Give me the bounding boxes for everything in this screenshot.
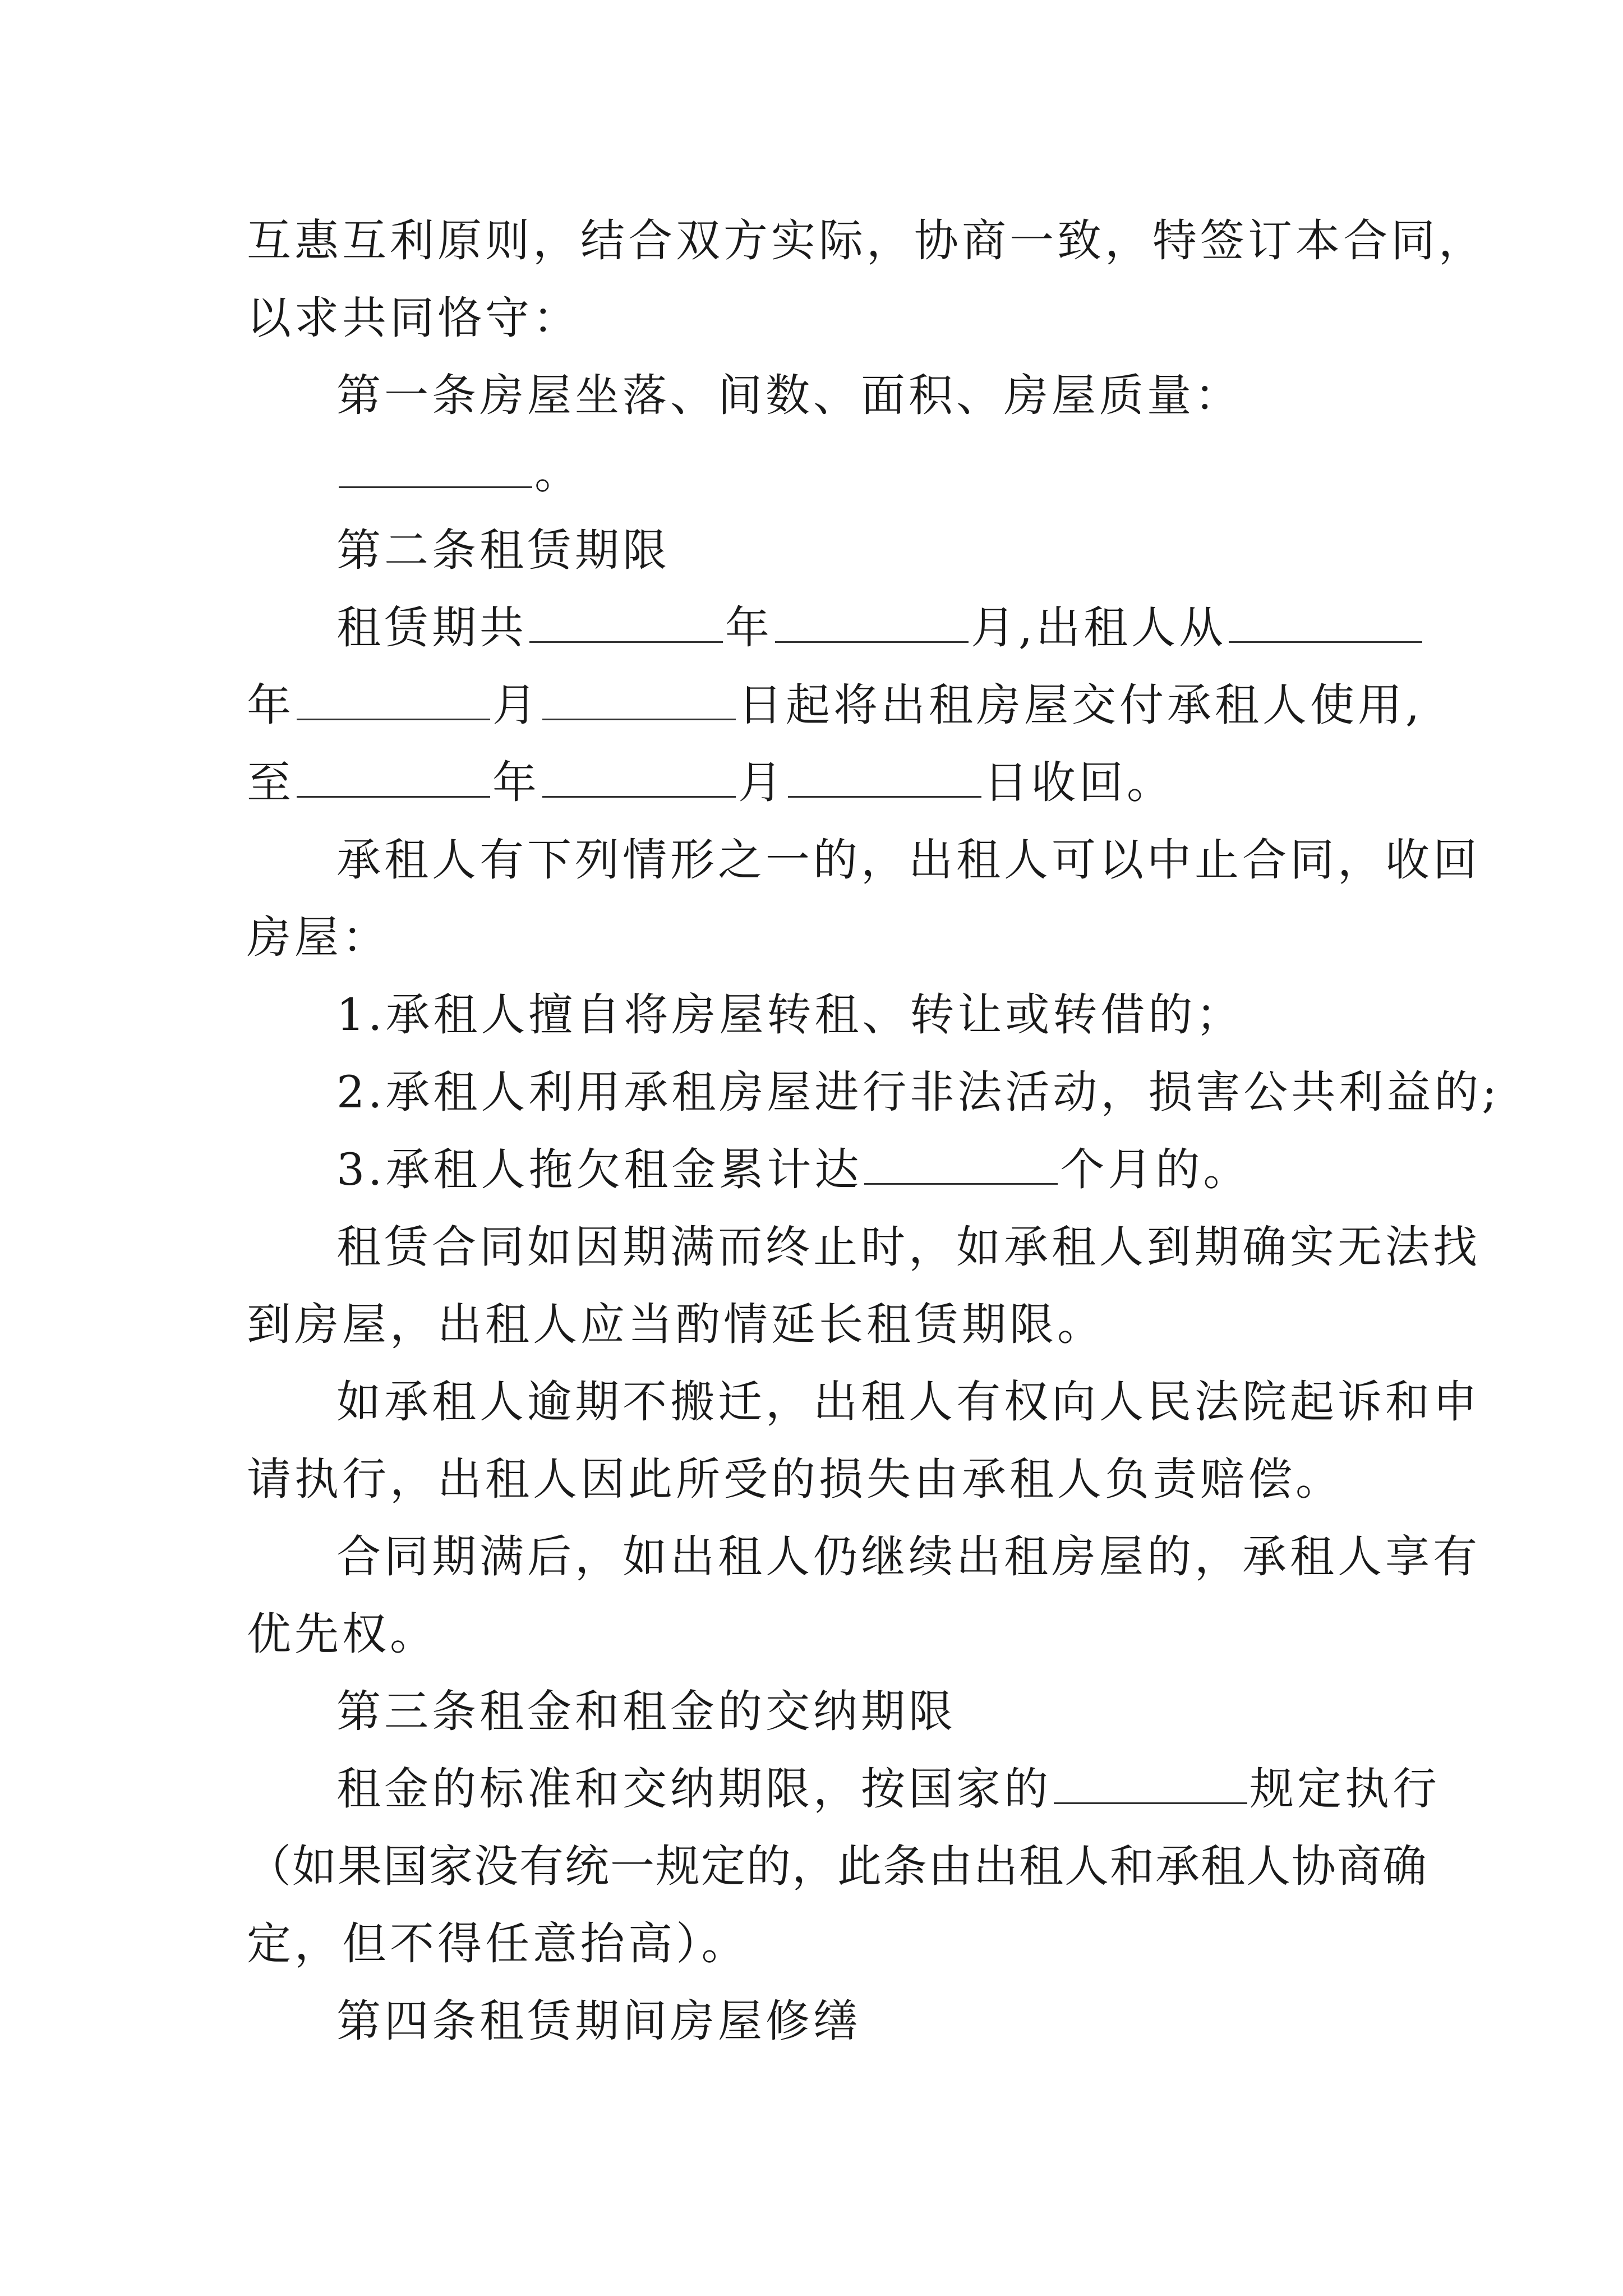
text-fragment: 3.承租人拖欠租金累计达 (336, 1144, 863, 1195)
fill-in-blank (297, 679, 490, 720)
text-line (247, 666, 1423, 744)
fill-in-blank (1229, 602, 1422, 643)
text-line: 定，但不得任意抬高）。 (247, 1918, 749, 1970)
text-line (247, 589, 1385, 666)
fill-in-blank (529, 602, 723, 643)
text-line: 房屋： (247, 912, 390, 963)
list-item (247, 1131, 1385, 1208)
text-fragment: 租金的标准和交纳期限，按国家的 (336, 1763, 1052, 1815)
clause-heading: 第一条房屋坐落、间数、面积、房屋质量： (336, 370, 1242, 421)
text-line: 互惠互利原则，结合双方实际，协商一致，特签订本合同， (247, 215, 1486, 266)
text-fragment: 年 (247, 679, 294, 731)
document-body (247, 202, 1500, 2060)
fill-in-blank (788, 757, 981, 798)
fill-in-blank (864, 1144, 1058, 1185)
text-fragment: 租赁期共 (336, 602, 527, 654)
list-item: 2.承租人利用承租房屋进行非法活动，损害公共利益的; (336, 1066, 1500, 1118)
text-line: 以求共同恪守： (247, 292, 580, 344)
fill-in-blank (542, 757, 736, 798)
text-line: （如果国家没有统一规定的，此条由出租人和承租人协商确 (247, 1841, 1428, 1892)
text-line: 到房屋，出租人应当酌情延长租赁期限。 (247, 1299, 1105, 1350)
text-fragment: 日起将出租房屋交付承租人使用, (738, 679, 1423, 731)
clause-heading: 第四条租赁期间房屋修缮 (336, 1995, 861, 2047)
fill-in-blank (1054, 1763, 1247, 1804)
fill-in-blank (775, 602, 969, 643)
fill-in-blank (297, 757, 490, 798)
text-line: 合同期满后，如出租人仍继续出租房屋的，承租人享有 (336, 1531, 1481, 1582)
text-fragment: 月 (738, 757, 786, 808)
clause-heading: 第二条租赁期限 (336, 524, 670, 576)
text-line: 租赁合同如因期满而终止时，如承租人到期确实无法找 (336, 1221, 1481, 1273)
text-fragment: 年 (725, 602, 773, 654)
text-line: 请执行，出租人因此所受的损失由承租人负责赔偿。 (247, 1453, 1343, 1505)
text-line (247, 434, 1385, 512)
text-fragment: 年 (492, 757, 540, 808)
text-line: 优先权。 (247, 1608, 437, 1660)
text-fragment: 月,出租人从 (971, 602, 1227, 654)
text-line: 承租人有下列情形之一的，出租人可以中止合同，收回 (336, 834, 1481, 886)
text-fragment: 规定执行 (1249, 1763, 1440, 1815)
text-fragment: 月 (492, 679, 540, 731)
text-fragment: 个月的。 (1060, 1144, 1251, 1195)
text-fragment: 。 (534, 447, 582, 499)
fill-in-blank (339, 447, 532, 488)
text-fragment: 日收回。 (984, 757, 1174, 808)
text-line (247, 1750, 1440, 1828)
text-line: 如承租人逾期不搬迁，出租人有权向人民法院起诉和申 (336, 1376, 1481, 1428)
text-fragment: 至 (247, 757, 294, 808)
clause-heading: 第三条租金和租金的交纳期限 (336, 1686, 956, 1737)
text-line (247, 744, 1385, 821)
list-item: 1.承租人擅自将房屋转租、转让或转借的； (336, 989, 1244, 1041)
fill-in-blank (542, 679, 736, 720)
